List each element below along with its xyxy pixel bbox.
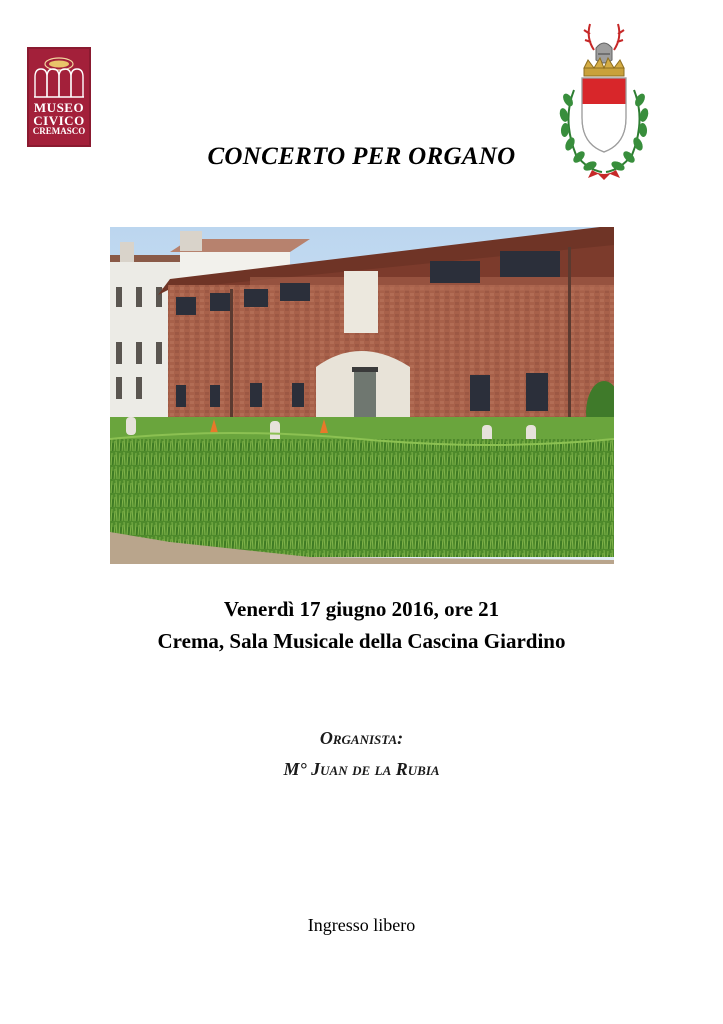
logo-line-cremasco: CREMASCO [32,126,86,136]
museo-civico-logo [27,47,91,147]
performer-name: M° Juan de la Rubia [283,759,440,779]
museum-arches-icon [32,55,86,99]
logo-line-museo: MUSEO [33,100,85,115]
performer-role: Organista: [319,728,404,748]
building-photo [110,227,614,564]
admission-note: Ingresso libero [307,915,416,935]
event-date: Venerdì 17 giugno 2016, ore 21 [223,597,500,621]
event-place: Crema, Sala Musicale della Cascina Giardino [157,629,566,653]
logo-line-civico: CIVICO [33,113,85,128]
page-title: CONCERTO PER ORGANO [207,143,516,170]
logo-text [33,101,86,136]
